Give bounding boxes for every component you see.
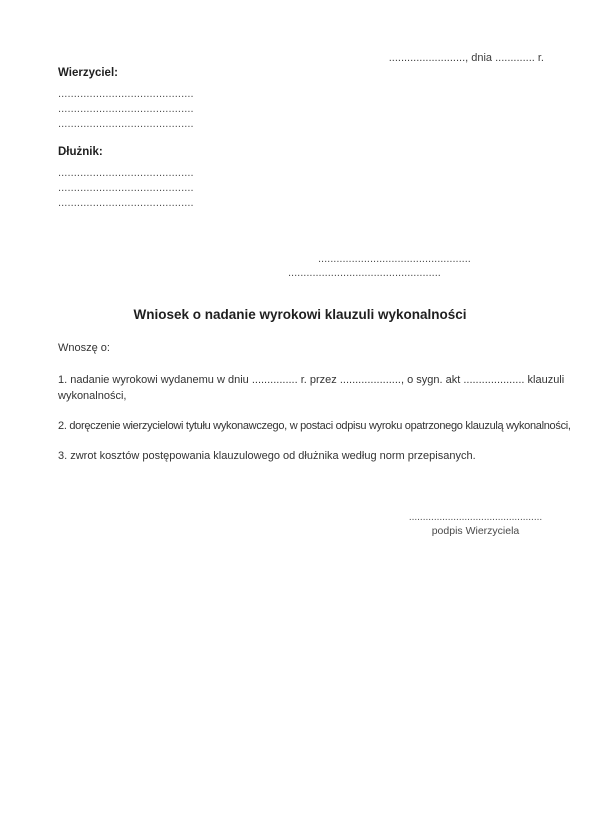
- creditor-label: Wierzyciel:: [58, 67, 118, 79]
- document-title: Wniosek o nadanie wyrokowi klauzuli wykonalności: [133, 307, 467, 322]
- signature-fill-line: ................................................: [408, 512, 543, 523]
- place-and-date-line: ........................., dnia ............. r.: [388, 52, 544, 64]
- clause-1: [58, 373, 565, 404]
- debtor-section: [58, 145, 194, 211]
- signature-section: [408, 512, 543, 538]
- debtor-fill-line: ...........................................: [58, 167, 194, 179]
- clause-2: 2. doręczenie wierzycielowi tytułu wykonawczego, w postaci odpisu wyroku opatrzonego klauzulą wykonalności,: [58, 420, 571, 432]
- debtor-fill-line: ...........................................: [58, 182, 194, 194]
- signature-caption: podpis Wierzyciela: [431, 525, 520, 537]
- clause-3: 3. zwrot kosztów postępowania klauzulowego od dłużnika według norm przepisanych.: [58, 450, 476, 462]
- creditor-fill-line: ...........................................: [58, 118, 194, 130]
- creditor-fill-line: ...........................................: [58, 88, 194, 100]
- court-fill-line: ..................................................: [318, 253, 471, 265]
- court-fill-line: ..................................................: [288, 267, 441, 279]
- creditor-section: [58, 66, 194, 132]
- clause-1-line-2: wykonalności,: [58, 389, 127, 402]
- clause-1-line-1: 1. nadanie wyrokowi wydanemu w dniu ............... r. przez ...................., o sygn. akt .................... klauzuli: [58, 374, 565, 386]
- creditor-fill-line: ...........................................: [58, 103, 194, 115]
- intro-line: Wnoszę o:: [58, 342, 110, 354]
- debtor-label: Dłużnik:: [58, 146, 103, 158]
- court-address-section: [0, 252, 600, 280]
- debtor-fill-line: ...........................................: [58, 197, 194, 209]
